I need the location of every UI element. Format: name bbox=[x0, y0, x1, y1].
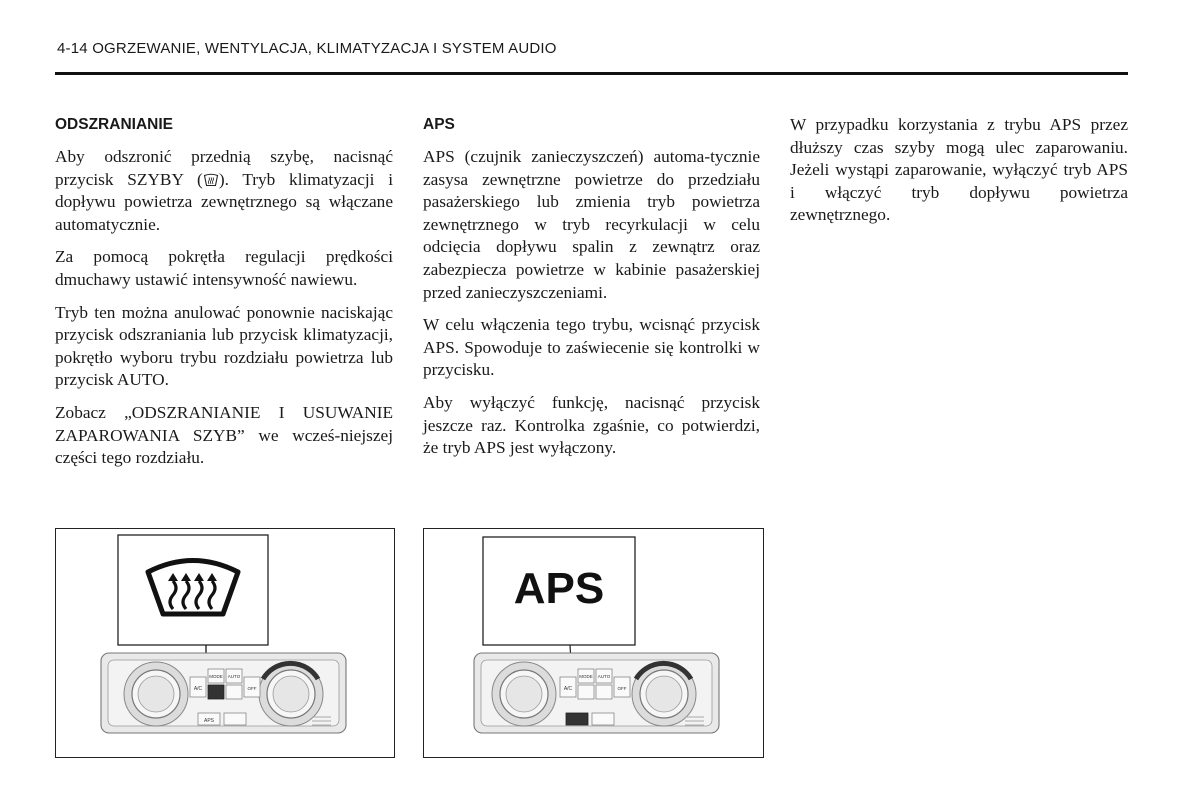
climate-panel-illustration bbox=[424, 529, 765, 759]
mode-button-label: MODE bbox=[209, 674, 223, 679]
auto-button-label: AUTO bbox=[227, 674, 241, 679]
column-aps bbox=[423, 114, 760, 470]
defrost-button-highlight bbox=[208, 685, 224, 699]
page-header: 4-14 OGRZEWANIE, WENTYLACJA, KLIMATYZACJA I SYSTEM AUDIO bbox=[57, 40, 557, 57]
off-button-label: OFF bbox=[617, 686, 627, 691]
paragraph bbox=[55, 146, 393, 236]
aps-button-highlight bbox=[566, 713, 588, 725]
auto-button-label: AUTO bbox=[597, 674, 611, 679]
off-button-label: OFF bbox=[247, 686, 257, 691]
paragraph: W celu włączenia tego trybu, wcisnąć przycisk APS. Spowoduje to zaświecenie się kontrolki w przycisku. bbox=[423, 315, 760, 380]
aps-button-label: APS bbox=[203, 718, 215, 724]
figure-aps-panel bbox=[423, 528, 764, 758]
ac-button-label: A/C bbox=[563, 686, 573, 692]
paragraph: Za pomocą pokrętła regulacji prędkości dmuchawy ustawić intensywność nawiewu. bbox=[55, 247, 393, 289]
header-rule bbox=[55, 72, 1128, 75]
column-aps-note bbox=[790, 114, 1128, 237]
paragraph-text: ). Tryb klimatyzacji i dopływu powietrza zewnętrznego są włączane automatycznie. bbox=[55, 169, 394, 234]
mode-button-label: MODE bbox=[579, 674, 593, 679]
paragraph: W przypadku korzystania z trybu APS przez dłuższy czas szyby mogą ulec zaparowaniu. Jeżeli wystąpi zaparowanie, wyłączyć tryb APS i włączyć tryb dopływu powietrza zewnętrznego. bbox=[790, 115, 1128, 225]
windshield-defrost-icon bbox=[203, 173, 219, 187]
figure-defrost-panel bbox=[55, 528, 395, 758]
callout-box bbox=[118, 535, 268, 645]
paragraph: APS (czujnik zanieczyszczeń) automa-tycznie zasysa zewnętrzne powietrze do przedziału pasażerskiego lub zmienia tryb powietrza zewnętrznego w tryb recyrkulacji w celu odcięcia dopływu spalin z zewnątrz oraz zabezpiecza powietrze w kabinie pasażerskiej przed zanieczyszczeniami. bbox=[423, 147, 760, 302]
paragraph: Tryb ten można anulować ponownie naciskając przycisk odszraniania lub przycisk klimatyzacji, pokrętło wyboru trybu rozdziału powietrza lub przycisk AUTO. bbox=[55, 302, 393, 390]
section-heading-aps: APS bbox=[423, 116, 455, 133]
climate-panel-illustration bbox=[56, 529, 396, 759]
section-heading-defrost: ODSZRANIANIE bbox=[55, 116, 173, 133]
aps-callout-label: APS bbox=[513, 564, 605, 613]
column-defrost bbox=[55, 114, 393, 480]
ac-button-label: A/C bbox=[193, 686, 203, 692]
paragraph-text: Aby odszronić przednią szybę, nacisnąć przycisk SZYBY ( bbox=[55, 147, 393, 189]
paragraph: Zobacz „ODSZRANIANIE I USUWANIE ZAPAROWANIA SZYB” we wcześ-niejszej części tego rozdziału. bbox=[55, 402, 393, 468]
recirc-button bbox=[224, 713, 246, 725]
paragraph: Aby wyłączyć funkcję, nacisnąć przycisk jeszcze raz. Kontrolka zgaśnie, co potwierdzi, że tryb APS jest wyłączony. bbox=[423, 392, 760, 458]
recirc-button bbox=[592, 713, 614, 725]
